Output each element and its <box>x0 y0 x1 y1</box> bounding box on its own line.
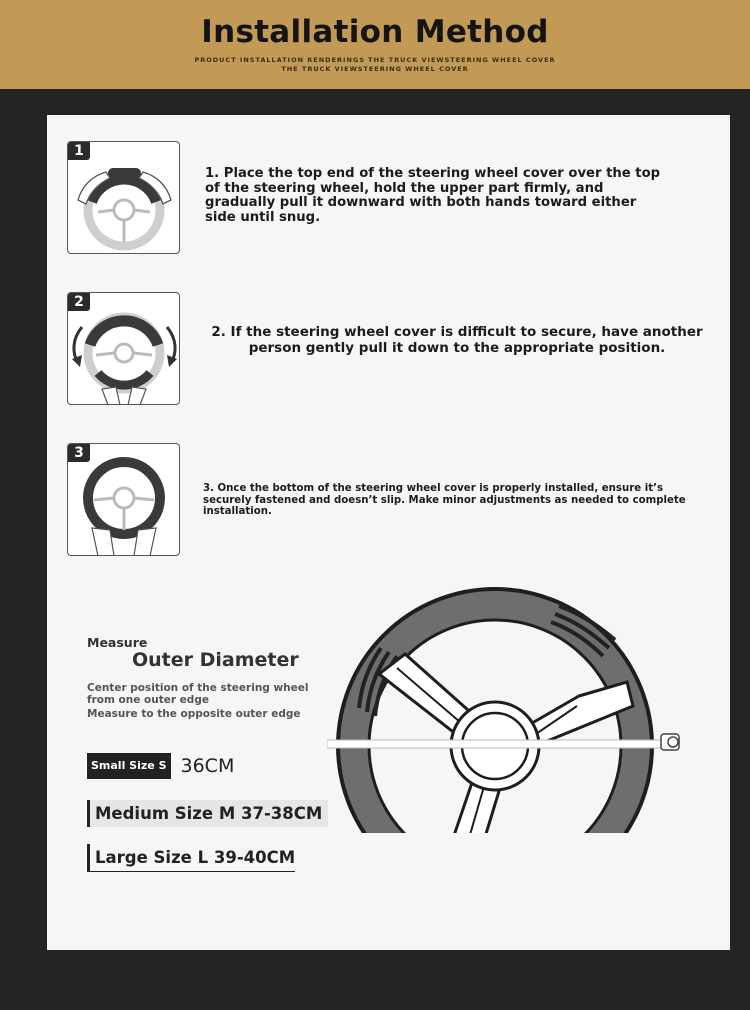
step-1-number: 1 <box>68 142 90 160</box>
size-medium: Medium Size M 37-38CM <box>87 800 328 827</box>
step-1-illustration <box>67 141 180 254</box>
header-banner <box>0 0 750 89</box>
measure-description-1: Center position of the steering wheel from one outer edge <box>87 682 309 706</box>
size-small-value: 36CM <box>180 755 235 777</box>
header-subtitle: PRODUCT INSTALLATION RENDERINGS THE TRUCK VIEWSTEERING WHEEL COVER <box>194 56 556 64</box>
instructions-panel <box>47 115 730 950</box>
step-2-illustration <box>67 292 180 405</box>
step-2-number: 2 <box>68 293 90 311</box>
steering-wheel-measure-illustration <box>327 578 697 833</box>
size-large: Large Size L 39-40CM <box>87 844 295 872</box>
measure-description-2: Measure to the opposite outer edge <box>87 708 301 720</box>
size-small-row <box>87 753 234 779</box>
header-subtitle-2: THE TRUCK VIEWSTEERING WHEEL COVER <box>281 65 469 73</box>
outer-diameter-title: Outer Diameter <box>132 649 299 671</box>
step-3-illustration <box>67 443 180 556</box>
page-title: Installation Method <box>201 14 549 50</box>
step-3-number: 3 <box>68 444 90 462</box>
step-3-text: 3. Once the bottom of the steering wheel cover is properly installed, ensure it’s securely fastened and doesn’t slip. Make minor adjustments as needed to complete installation. <box>203 483 686 517</box>
step-1-text: 1. Place the top end of the steering wheel cover over the top of the steering wheel, hold the upper part firmly, and gradually pull it downward with both hands toward either side until snug. <box>205 166 661 225</box>
size-small-badge: Small Size S <box>87 753 171 779</box>
step-2-text: 2. If the steering wheel cover is difficult to secure, have another person gently pull it down to the appropriate position. <box>211 324 703 356</box>
measuring-tape-icon <box>327 740 667 748</box>
measure-label: Measure <box>87 635 148 650</box>
